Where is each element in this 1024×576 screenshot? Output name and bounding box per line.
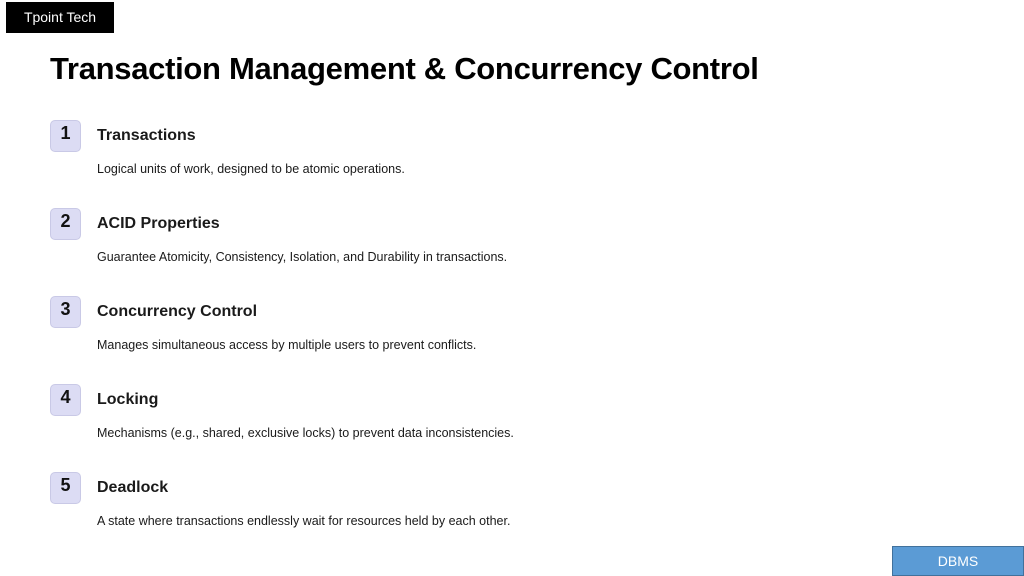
number-badge: 5 (50, 472, 81, 504)
list-item (50, 472, 650, 552)
item-description: Logical units of work, designed to be atomic operations. (97, 162, 405, 176)
item-title: Transactions (97, 127, 196, 144)
item-title: Locking (97, 391, 159, 408)
number-badge: 1 (50, 120, 81, 152)
list-item (50, 120, 650, 200)
item-description: A state where transactions endlessly wait for resources held by each other. (97, 514, 511, 528)
item-description: Guarantee Atomicity, Consistency, Isolation, and Durability in transactions. (97, 250, 508, 264)
item-title: Deadlock (97, 479, 169, 496)
item-description: Mechanisms (e.g., shared, exclusive locks) to prevent data inconsistencies. (97, 426, 514, 440)
item-description: Manages simultaneous access by multiple users to prevent conflicts. (97, 338, 477, 352)
list-item (50, 208, 650, 288)
item-title: ACID Properties (97, 215, 220, 232)
brand-label: Tpoint Tech (6, 2, 114, 33)
item-title: Concurrency Control (97, 303, 258, 320)
list-item (50, 296, 650, 376)
slide-title: Transaction Management & Concurrency Control (50, 51, 759, 86)
number-badge: 3 (50, 296, 81, 328)
footer-label: DBMS (892, 546, 1024, 576)
list-item (50, 384, 650, 464)
number-badge: 4 (50, 384, 81, 416)
number-badge: 2 (50, 208, 81, 240)
